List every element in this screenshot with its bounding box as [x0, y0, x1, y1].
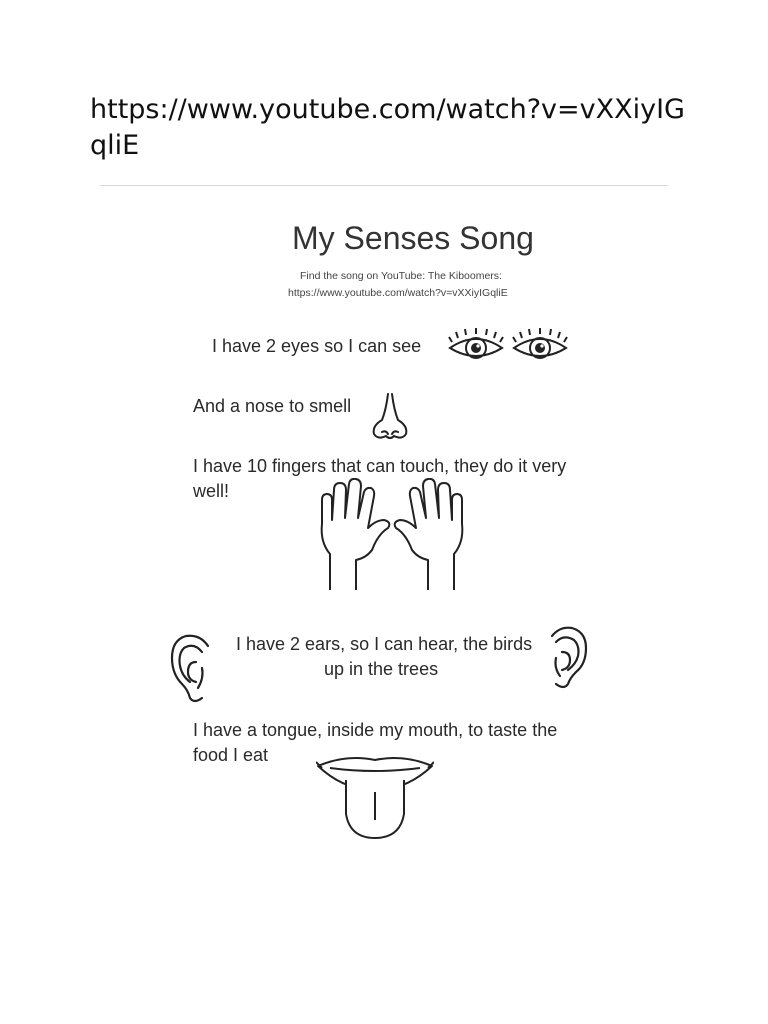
- tongue-line: I have a tongue, inside my mouth, to taste the: [193, 720, 558, 740]
- ears-line: I have 2 ears, so I can hear, the birds: [236, 634, 533, 654]
- worksheet-link: https://www.youtube.com/watch?v=vXXiyIGqliE: [288, 287, 508, 299]
- nose-icon: [368, 392, 412, 444]
- eyes-line: I have 2 eyes so I can see: [212, 336, 422, 356]
- tongue-line-2: food I eat: [193, 745, 269, 765]
- fingers-line-2: well!: [193, 481, 230, 501]
- hands-icon: [316, 478, 468, 590]
- worksheet-subtitle: Find the song on YouTube: The Kiboomers:: [300, 270, 502, 282]
- left-ear-icon: [168, 632, 216, 704]
- url-text: https://www.youtube.com/watch?v=vXXiyIGqliE: [90, 94, 685, 161]
- worksheet-title: My Senses Song: [292, 220, 534, 256]
- right-ear-icon: [544, 624, 590, 690]
- nose-line: And a nose to smell: [193, 396, 352, 416]
- ears-line-2: up in the trees: [324, 659, 439, 679]
- fingers-line: I have 10 fingers that can touch, they do it very: [193, 456, 567, 476]
- eyes-icon: [446, 328, 574, 368]
- mouth-tongue-icon: [316, 752, 434, 842]
